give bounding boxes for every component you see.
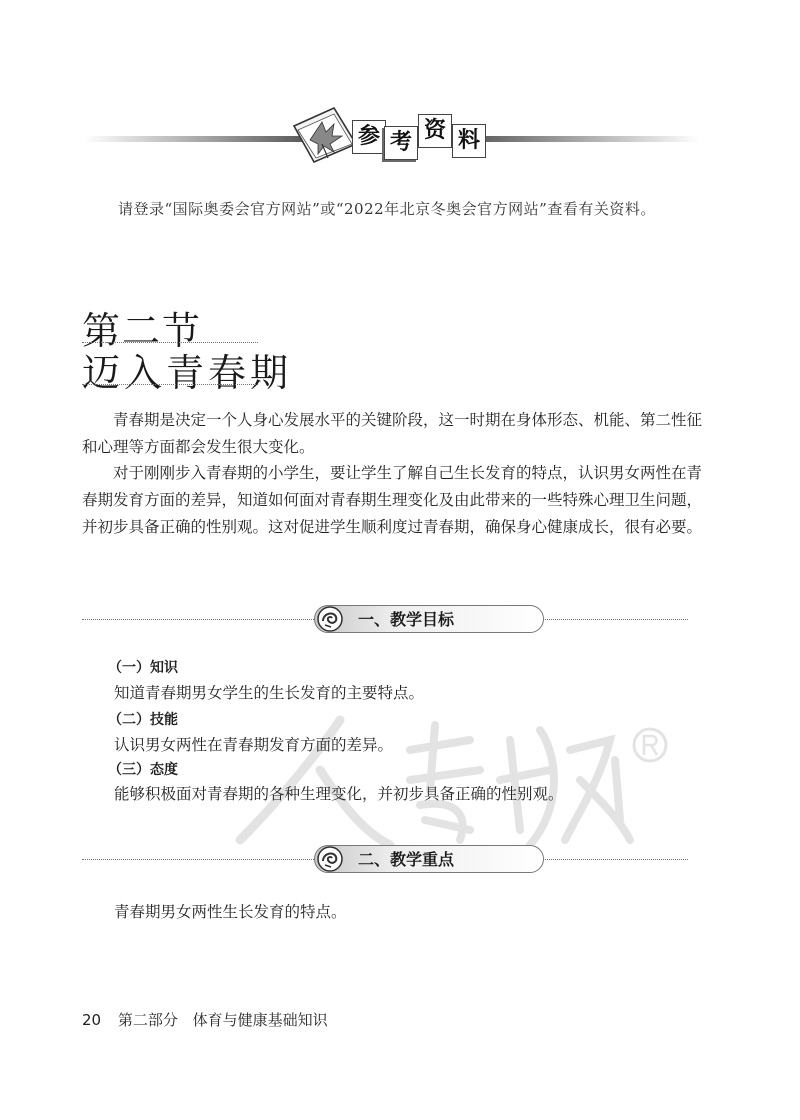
key-points-text: 青春期男女两性生长发育的特点。 [114,903,347,921]
goal-label-attitude: （三）态度 [108,762,178,778]
section-title: 迈入青春期 [82,351,293,395]
goal-label-knowledge: （一）知识 [108,660,178,676]
reference-char-1: 参 [352,120,386,154]
reference-char-3: 资 [418,114,452,148]
key-points-heading-label: 二、教学重点 [358,850,455,869]
reference-header [0,96,800,176]
goals-heading-bar [82,605,688,635]
footer-part-title: 体育与健康基础知识 [192,1011,328,1029]
goal-label-skill: （二）技能 [108,712,178,728]
reference-char-2: 考 [384,126,418,160]
publisher-watermark [220,710,680,860]
page-number: 20 [82,1011,102,1029]
section-title-underline [82,384,258,385]
key-points-heading-pill [314,845,544,875]
key-points-heading-bar [82,845,688,875]
intro-paragraph-2: 对于刚刚步入青春期的小学生，要让学生了解自己生长发育的特点，认识男女两性在青春期发育方面的差异，知道如何面对青春期生理变化及由此带来的一些特殊心理卫生问题，并初步具备正确的性别观。这对促进学生顺利度过青春期，确保身心健康成长，很有必要。 [82,464,703,536]
intro-paragraph-1: 青春期是决定一个人身心发展水平的关键阶段，这一时期在身体形态、机能、第二性征和心理等方面都会发生很大变化。 [82,411,703,456]
swirl-icon [316,845,344,873]
swirl-icon [316,605,344,633]
section-number: 第二节 [82,309,203,353]
page-footer [82,1009,328,1030]
goal-text-skill: 认识男女两性在青春期发育方面的差异。 [114,736,394,754]
header-rule-left [84,136,304,142]
goals-heading-pill [314,605,544,635]
reference-char-4: 料 [452,124,486,158]
header-rule-right [470,136,700,142]
goals-heading-label: 一、教学目标 [358,610,455,629]
reference-text: 请登录“国际奥委会官方网站”或“2022年北京冬奥会官方网站”查看有关资料。 [118,200,656,218]
footer-part: 第二部分 [117,1011,178,1029]
goal-text-attitude: 能够积极面对青春期的各种生理变化，并初步具备正确的性别观。 [114,785,564,803]
goal-text-knowledge: 知道青春期男女学生的生长发育的主要特点。 [114,684,425,702]
